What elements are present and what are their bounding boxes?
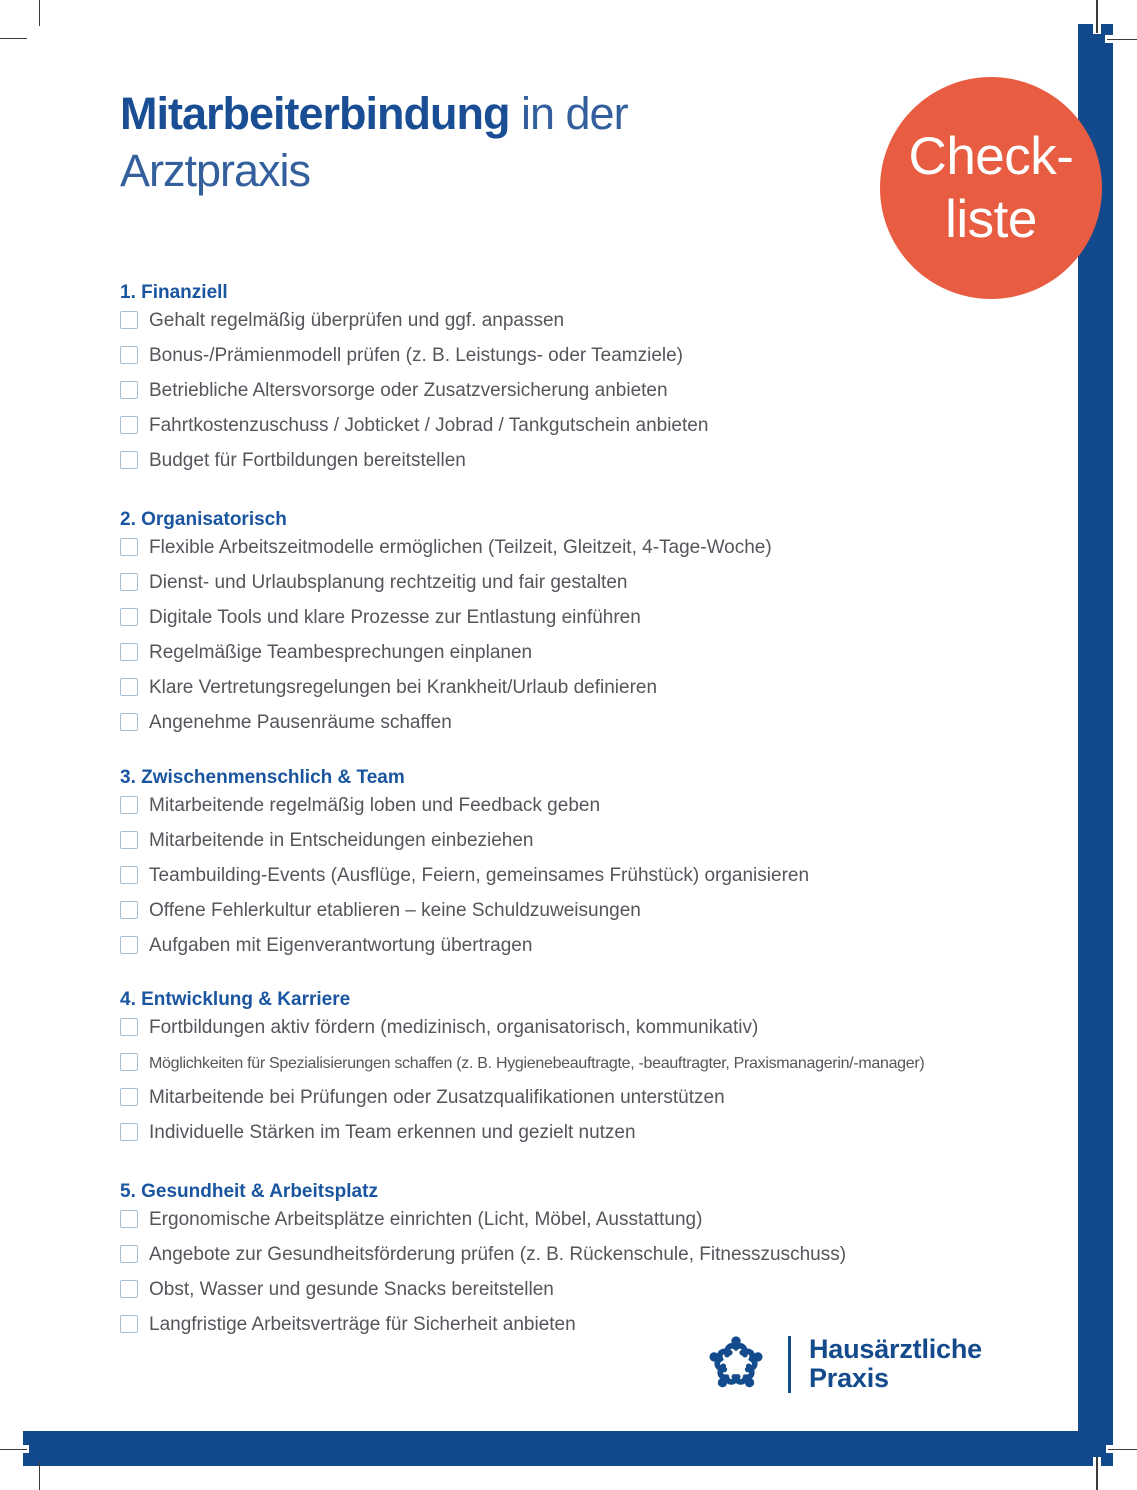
logo-text — [809, 1335, 982, 1393]
checklist-item — [120, 415, 708, 450]
checklist-item-label: Ergonomische Arbeitsplätze einrichten (Licht, Möbel, Ausstattung) — [149, 1209, 703, 1230]
checkbox[interactable] — [120, 1210, 138, 1228]
checkbox[interactable] — [120, 1088, 138, 1106]
section-heading: 2. Organisatorisch — [120, 509, 287, 530]
checklist-item-label: Betriebliche Altersvorsorge oder Zusatzversicherung anbieten — [149, 380, 668, 401]
checklist-item-label: Aufgaben mit Eigenverantwortung übertragen — [149, 935, 533, 956]
checklist-item — [120, 345, 708, 380]
checklist-item — [120, 830, 809, 865]
section-entwicklung-karriere — [120, 990, 924, 1157]
checklist-item — [120, 1122, 924, 1157]
badge-line2: liste — [945, 190, 1037, 249]
checklist-item — [120, 450, 708, 485]
checkbox[interactable] — [120, 1053, 138, 1071]
checklist-item — [120, 537, 772, 572]
checklist-item-label: Angenehme Pausenräume schaffen — [149, 712, 452, 733]
checklist-item-label: Flexible Arbeitszeitmodelle ermöglichen (Teilzeit, Gleitzeit, 4-Tage-Woche) — [149, 537, 772, 558]
checkbox[interactable] — [120, 678, 138, 696]
checklist-item — [120, 607, 772, 642]
checklist-item-label: Mitarbeitende regelmäßig loben und Feedback geben — [149, 795, 601, 816]
checkbox[interactable] — [120, 346, 138, 364]
checkbox[interactable] — [120, 1280, 138, 1298]
checkbox[interactable] — [120, 311, 138, 329]
checkbox[interactable] — [120, 713, 138, 731]
checkbox[interactable] — [120, 1315, 138, 1333]
checkbox[interactable] — [120, 538, 138, 556]
crop-mark — [39, 0, 41, 26]
checkbox[interactable] — [120, 901, 138, 919]
crop-mark — [1096, 0, 1098, 33]
checklist-item-label: Gehalt regelmäßig überprüfen und ggf. anpassen — [149, 310, 565, 331]
crop-mark — [1107, 39, 1137, 41]
page-title-rest: in der — [509, 88, 628, 139]
checklist-item-label: Angebote zur Gesundheitsförderung prüfen (z. B. Rückenschule, Fitnesszuschuss) — [149, 1244, 847, 1265]
checklist-item — [120, 1052, 924, 1087]
checklist-item-label: Individuelle Stärken im Team erkennen und gezielt nutzen — [149, 1122, 636, 1143]
checklist-item — [120, 865, 809, 900]
crop-mark — [0, 38, 27, 40]
checkbox[interactable] — [120, 1018, 138, 1036]
checklist-item — [120, 795, 809, 830]
logo-divider — [788, 1336, 791, 1393]
section-heading: 3. Zwischenmenschlich & Team — [120, 767, 405, 788]
checklist-item — [120, 1244, 846, 1279]
logo-text-line1: Hausärztliche — [809, 1334, 982, 1364]
checklist-item-label: Bonus-/Prämienmodell prüfen (z. B. Leistungs- oder Teamziele) — [149, 345, 684, 366]
checklist-item-label: Möglichkeiten für Spezialisierungen schaffen (z. B. Hygienebeauftragte, -beauftragter, Praxismanagerin/-manager) — [149, 1055, 925, 1072]
checklist-item — [120, 572, 772, 607]
section-finanziell — [120, 283, 708, 485]
checklist-item — [120, 712, 772, 747]
checkbox[interactable] — [120, 1123, 138, 1141]
checkbox[interactable] — [120, 936, 138, 954]
checklist-item-label: Mitarbeitende in Entscheidungen einbeziehen — [149, 830, 534, 851]
page-title-line2: Arztpraxis — [120, 145, 311, 196]
page-title-emphasis: Mitarbeiterbindung — [120, 88, 510, 139]
checklist-item — [120, 1209, 846, 1244]
checklist-badge — [880, 77, 1102, 299]
checklist-item-label: Digitale Tools und klare Prozesse zur Entlastung einführen — [149, 607, 641, 628]
checklist-item — [120, 642, 772, 677]
checkbox[interactable] — [120, 381, 138, 399]
section-organisatorisch — [120, 510, 772, 747]
people-circle-icon — [706, 1334, 766, 1394]
crop-mark — [1096, 1457, 1098, 1490]
checklist-item-label: Mitarbeitende bei Prüfungen oder Zusatzqualifikationen unterstützen — [149, 1087, 725, 1108]
checklist-item — [120, 1017, 924, 1052]
section-heading: 1. Finanziell — [120, 282, 228, 303]
page-title — [120, 85, 628, 199]
checkbox[interactable] — [120, 608, 138, 626]
checklist-item-label: Offene Fehlerkultur etablieren – keine Schuldzuweisungen — [149, 900, 641, 921]
checklist-item-label: Klare Vertretungsregelungen bei Krankheit/Urlaub definieren — [149, 677, 658, 698]
checklist-item-label: Regelmäßige Teambesprechungen einplanen — [149, 642, 533, 663]
checkbox[interactable] — [120, 643, 138, 661]
checklist-item-label: Langfristige Arbeitsverträge für Sicherheit anbieten — [149, 1314, 576, 1335]
checklist-item — [120, 380, 708, 415]
checkbox[interactable] — [120, 796, 138, 814]
logo — [706, 1334, 982, 1394]
checklist-item-label: Fortbildungen aktiv fördern (medizinisch, organisatorisch, kommunikativ) — [149, 1017, 759, 1038]
checkbox[interactable] — [120, 866, 138, 884]
logo-text-line2: Praxis — [809, 1363, 889, 1393]
checkbox[interactable] — [120, 831, 138, 849]
section-heading: 4. Entwicklung & Karriere — [120, 989, 351, 1010]
crop-mark — [1108, 1449, 1137, 1451]
checkbox[interactable] — [120, 573, 138, 591]
checklist-item-label: Dienst- und Urlaubsplanung rechtzeitig und fair gestalten — [149, 572, 628, 593]
crop-mark — [0, 1449, 27, 1451]
checklist-item — [120, 900, 809, 935]
checkbox[interactable] — [120, 1245, 138, 1263]
checklist-item-label: Obst, Wasser und gesunde Snacks bereitstellen — [149, 1279, 554, 1300]
badge-line1: Check- — [908, 127, 1074, 186]
checklist-item — [120, 310, 708, 345]
crop-mark — [39, 1462, 41, 1490]
checklist-item-label: Fahrtkostenzuschuss / Jobticket / Jobrad / Tankgutschein anbieten — [149, 415, 709, 436]
checklist-item — [120, 677, 772, 712]
checklist-item-label: Teambuilding-Events (Ausflüge, Feiern, gemeinsames Frühstück) organisieren — [149, 865, 810, 886]
checklist-item — [120, 1087, 924, 1122]
bottom-bleed-bar — [23, 1431, 1113, 1466]
section-heading: 5. Gesundheit & Arbeitsplatz — [120, 1181, 378, 1202]
checklist-item — [120, 1279, 846, 1314]
checkbox[interactable] — [120, 451, 138, 469]
checklist-item — [120, 935, 809, 970]
checkbox[interactable] — [120, 416, 138, 434]
checklist-item-label: Budget für Fortbildungen bereitstellen — [149, 450, 466, 471]
section-gesundheit-arbeitsplatz — [120, 1182, 846, 1349]
section-zwischenmenschlich-team — [120, 768, 809, 970]
